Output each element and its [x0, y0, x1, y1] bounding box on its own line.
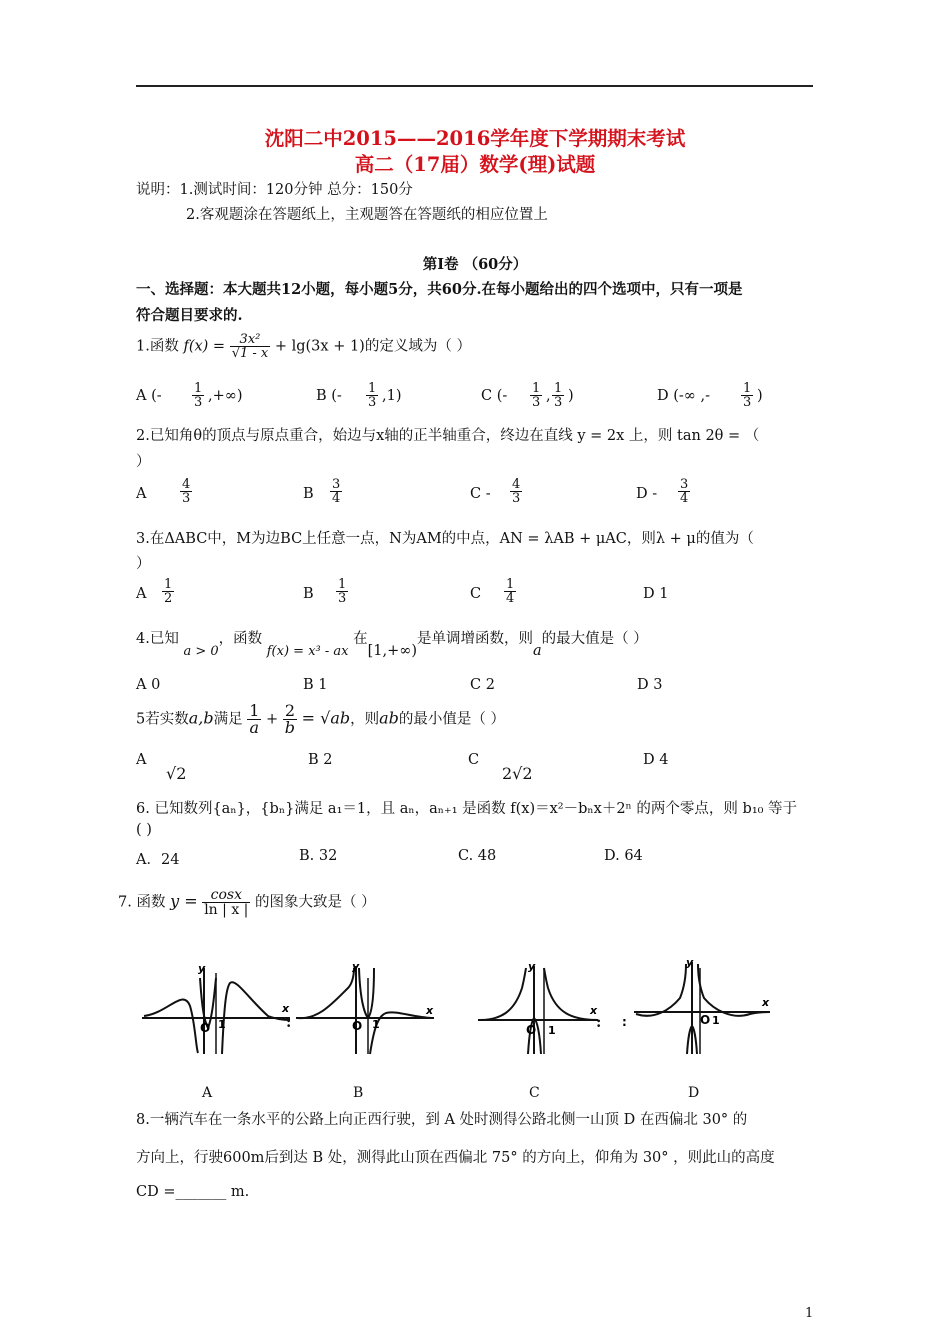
q1-fraction: $\frac{\text{3x²}}{√1 - x}$ [231, 332, 269, 361]
question-2: 2.已知角θ的顶点与原点重合，始边与x轴的正半轴重合，终边在直线 y = 2x 上，则 tan 2θ = （ [136, 428, 760, 444]
svg-text:x: x [282, 1002, 290, 1015]
question-8-line-2: 方向上，行驶600m后到达 B 处，测得此山顶在西偏北 75° 的方向上，仰角为 30° ，则此山的高度 [136, 1150, 775, 1166]
q6-options: A．24 B. 32 C. 48 D. 64 [136, 848, 643, 868]
question-8-line-1: 8.一辆汽车在一条水平的公路上向正西行驶，到 A 处时测得公路北侧一山顶 D 在西偏北 30° 的 [136, 1112, 748, 1128]
svg-text:x: x [762, 996, 770, 1009]
svg-text:y: y [528, 960, 536, 973]
question-4: 4.已知 a > 0，函数 f(x) = x³ - ax 在[1,+∞)是单调增函数，则a的最大值是（ ） [136, 631, 648, 659]
svg-text:O: O [526, 1023, 537, 1037]
graph-label-c: C [529, 1085, 540, 1101]
note-line-1: 说明：1.测试时间：120分钟 总分：150分 [136, 182, 413, 198]
svg-text:O: O [352, 1019, 363, 1033]
svg-text::: : [622, 1015, 627, 1029]
exam-title: 沈阳二中2015——2016学年度下学期期末考试 [264, 127, 686, 150]
q3-options: A $\frac{1}{2}$ B $\frac{1}{3}$ C $\frac{1}{4}$ D 1 [136, 577, 669, 606]
svg-text:O: O [700, 1013, 711, 1027]
q7-graphs-ab [138, 958, 438, 1058]
q5-options: A √2 B 2 C 2√2 D 4 [136, 752, 669, 783]
section-instruction-2: 符合题目要求的. [136, 307, 243, 324]
question-5: 5若实数a,b满足 $\frac{1}{a}$ + $\frac{2}{b}$ = √ab，则ab的最小值是（ ） [136, 701, 505, 737]
svg-text:1: 1 [712, 1014, 720, 1027]
note-line-2: 2.客观题涂在答题纸上，主观题答在答题纸的相应位置上 [186, 207, 548, 223]
page-number: 1 [805, 1306, 814, 1321]
q1-options: A (- $\frac{1}{3}$ ,+∞) B (- $\frac{1}{3}$ ,1) C (- $\frac{1}{3}$ , $\frac{1}{3}$ ) D (-∞ ,- $\frac{1}{3}$ ) [136, 381, 763, 410]
graph-separator-2: : [596, 1014, 602, 1031]
svg-text:1: 1 [372, 1018, 380, 1031]
question-3: 3.在ΔABC中，M为边BC上任意一点，N为AM的中点，AN = λAB + μAC，则λ + μ的值为（ [136, 531, 754, 547]
graph-separator-1: : [286, 1014, 292, 1031]
question-7: 7. 函数 y = $\frac{\cos x}{\ln | x |}$ 的图象大致是（ ） [118, 887, 376, 918]
graph-label-d: D [688, 1085, 700, 1101]
question-6: 6. 已知数列{aₙ}，{bₙ}满足 a₁＝1，且 aₙ，aₙ₊₁ 是函数 f(x)＝x²－bₙx＋2ⁿ 的两个零点，则 b₁₀ 等于 [136, 801, 798, 817]
question-6-cont: ( ) [136, 822, 152, 838]
q4-options: A 0 B 1 C 2 D 3 [136, 677, 663, 693]
svg-text:y: y [352, 960, 360, 973]
svg-text:x: x [426, 1004, 434, 1017]
exam-subtitle: 高二（17届）数学(理)试题 [354, 153, 596, 176]
section-title: 第Ⅰ卷 （60分） [422, 256, 528, 273]
question-1: 1.函数 f(x) = $\frac{\text{3x²}}{√1 - x}$ + lg(3x + 1)的定义域为（ ） [136, 332, 471, 361]
top-rule [136, 85, 813, 87]
svg-text:O: O [200, 1021, 211, 1035]
question-8-line-3: CD =_______ m. [136, 1184, 250, 1200]
svg-text:y: y [686, 958, 694, 969]
question-2-cont: ） [136, 454, 151, 470]
graph-label-a: A [202, 1085, 213, 1101]
section-instruction-1: 一、选择题：本大题共12小题，每小题5分，共60分.在每小题给出的四个选项中，只有一项是 [136, 281, 743, 298]
svg-text:1: 1 [548, 1024, 556, 1037]
graph-label-b: B [353, 1085, 364, 1101]
question-3-cont: ） [136, 556, 151, 572]
svg-text:1: 1 [218, 1018, 226, 1031]
q7-graphs-cd [474, 958, 774, 1058]
svg-text:x: x [590, 1004, 598, 1017]
q2-options: A $\frac{4}{3}$ B $\frac{3}{4}$ C - $\frac{4}{3}$ D - $\frac{3}{4}$ [136, 477, 689, 506]
svg-text:y: y [198, 962, 206, 975]
